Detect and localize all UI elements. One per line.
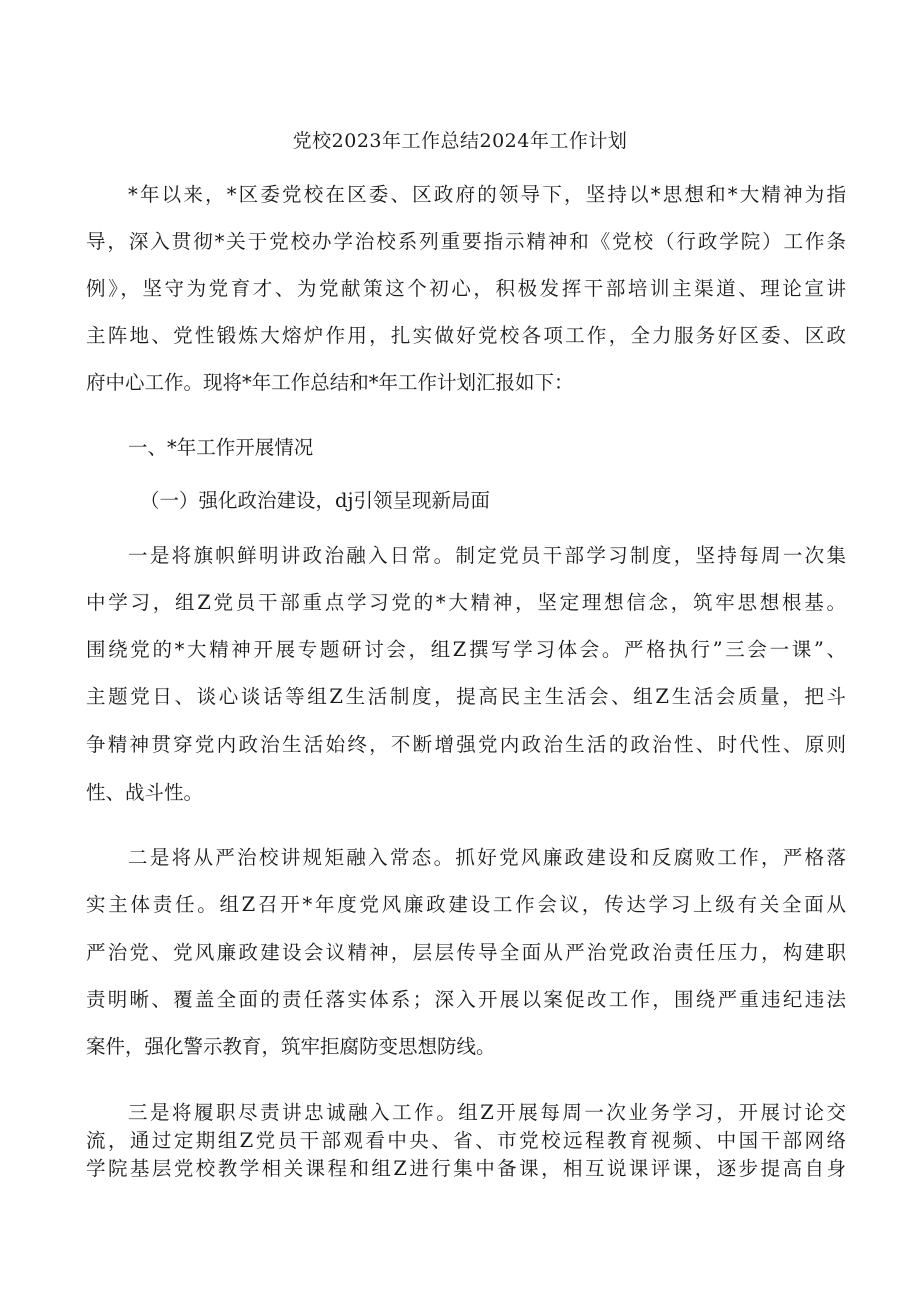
document-title: 党校2023年工作总结2024年工作计划 [292, 130, 628, 152]
paragraph-line: 实主体责任。组Z召开*年度党风廉政建设工作会议，传达学习上级有关全面从 [86, 893, 846, 916]
paragraph-line: 案件，强化警示教育，筑牢拒腐防变思想防线。 [86, 1035, 496, 1058]
intro-line: *年以来，*区委党校在区委、区政府的领导下，坚持以*思想和*大精神为指 [128, 183, 846, 206]
subsection-heading: （一）强化政治建设，dj引领呈现新局面 [140, 489, 491, 512]
intro-line: 主阵地、党性锻炼大熔炉作用，扎实做好党校各项工作，全力服务好区委、区政 [86, 324, 846, 347]
paragraph-line: 一是将旗帜鲜明讲政治融入日常。制定党员干部学习制度，坚持每周一次集 [128, 544, 846, 567]
intro-line: 导，深入贯彻*关于党校办学治校系列重要指示精神和《党校（行政学院）工作条 [86, 230, 846, 253]
paragraph-line: 学院基层党校教学相关课程和组Z进行集中备课，相互说课评课，逐步提高自身 [86, 1157, 846, 1180]
paragraph-line: 主题党日、谈心谈话等组Z生活制度，提高民主生活会、组Z生活会质量，把斗 [86, 685, 846, 708]
paragraph-line: 责明晰、覆盖全面的责任落实体系；深入开展以案促改工作，围绕严重违纪违法 [86, 988, 846, 1011]
intro-line: 府中心工作。现将*年工作总结和*年工作计划汇报如下： [86, 371, 574, 394]
paragraph-line: 中学习，组Z党员干部重点学习党的*大精神，坚定理想信念，筑牢思想根基。 [86, 591, 846, 614]
paragraph-line: 流，通过定期组Z党员干部观看中央、省、市党校远程教育视频、中国干部网络 [86, 1129, 846, 1152]
paragraph-line: 二是将从严治校讲规矩融入常态。抓好党风廉政建设和反腐败工作，严格落 [128, 846, 846, 869]
paragraph-line: 围绕党的*大精神开展专题研讨会，组Z撰写学习体会。严格执行”三会一课”、 [86, 638, 846, 661]
intro-line: 例》，坚守为党育才、为党献策这个初心，积极发挥干部培训主渠道、理论宣讲 [86, 277, 846, 300]
paragraph-line: 性、战斗性。 [86, 781, 204, 804]
section-heading: 一、*年工作开展情况 [128, 436, 314, 459]
paragraph-line: 争精神贯穿党内政治生活始终，不断增强党内政治生活的政治性、时代性、原则 [86, 733, 846, 756]
paragraph-line: 严治党、党风廉政建设会议精神，层层传导全面从严治党政治责任压力，构建职 [86, 941, 846, 964]
paragraph-line: 三是将履职尽责讲忠诚融入工作。组Z开展每周一次业务学习，开展讨论交 [128, 1101, 846, 1124]
